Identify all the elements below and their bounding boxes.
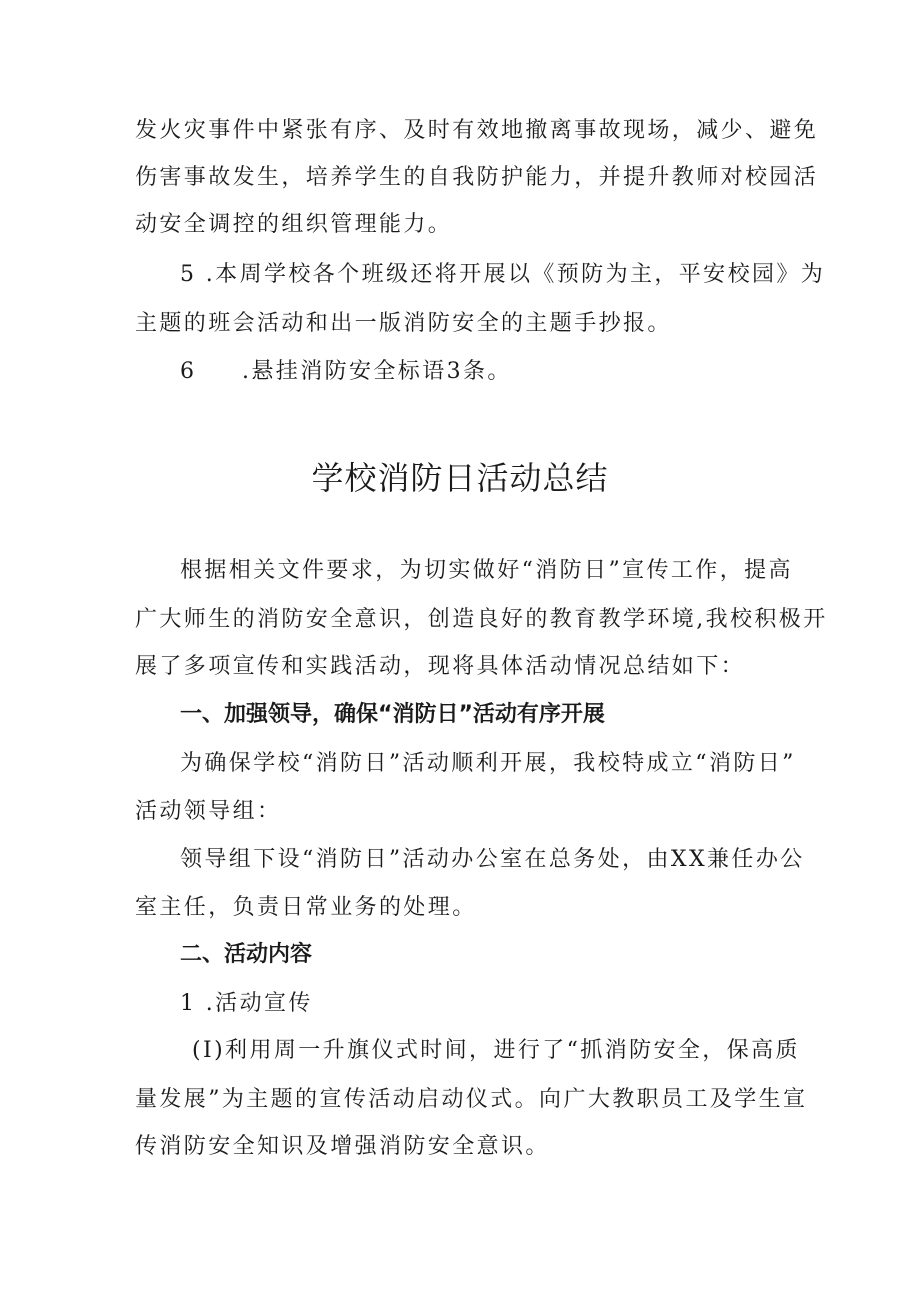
paragraph1-line-2: 广大师生的消防安全意识，创造良好的教育教学环境,我校积极开: [135, 607, 828, 632]
intro-line-2: 伤害事故发生，培养学生的自我防护能力，并提升教师对校园活: [135, 165, 819, 190]
page-title: 学校消防日活动总结: [311, 459, 609, 497]
paragraph1-line-1: 根据相关文件要求，为切实做好“消防日”宣传工作，提高: [180, 558, 793, 583]
item6-line: [180, 357, 840, 387]
intro-line-1: 发火灾事件中紧张有序、及时有效地撤离事故现场，减少、避免: [135, 118, 819, 143]
section-heading-1: 一、加强领导，确保“消防日”活动有序开展: [180, 702, 605, 727]
paragraph2-line-2: 活动领导组：: [135, 799, 282, 824]
paragraph3-line-1: 领导组下设“消防日”活动办公室在总务处，由XX兼任办公: [180, 847, 805, 872]
paragraph4-line-2: 量发展”为主题的宣传活动启动仪式。向广大教职员工及学生宣: [135, 1087, 808, 1112]
paragraph4-line-3: 传消防安全知识及增强消防安全意识。: [135, 1134, 550, 1159]
item6-number: 6: [180, 359, 197, 384]
paragraph1-line-3: 展了多项宣传和实践活动，现将具体活动情况总结如下：: [135, 654, 746, 679]
paragraph4-line-1: (I)利用周一升旗仪式时间，进行了“抓消防安全，保高质: [192, 1038, 800, 1063]
subsection-heading-1: 1 .活动宣传: [180, 991, 313, 1016]
item6-text: .悬挂消防安全标语3条。: [242, 359, 512, 384]
item5-line-2: 主题的班会活动和出一版消防安全的主题手抄报。: [135, 311, 672, 336]
paragraph3-line-2: 室主任，负责日常业务的处理。: [135, 895, 477, 920]
item5-line-1: 5 .本周学校各个班级还将开展以《预防为主，平安校园》为: [180, 262, 826, 287]
paragraph2-line-1: 为确保学校“消防日”活动顺利开展，我校特成立“消防日”: [180, 751, 796, 776]
section-heading-2: 二、活动内容: [180, 942, 313, 967]
intro-line-3: 动安全调控的组织管理能力。: [135, 212, 453, 237]
